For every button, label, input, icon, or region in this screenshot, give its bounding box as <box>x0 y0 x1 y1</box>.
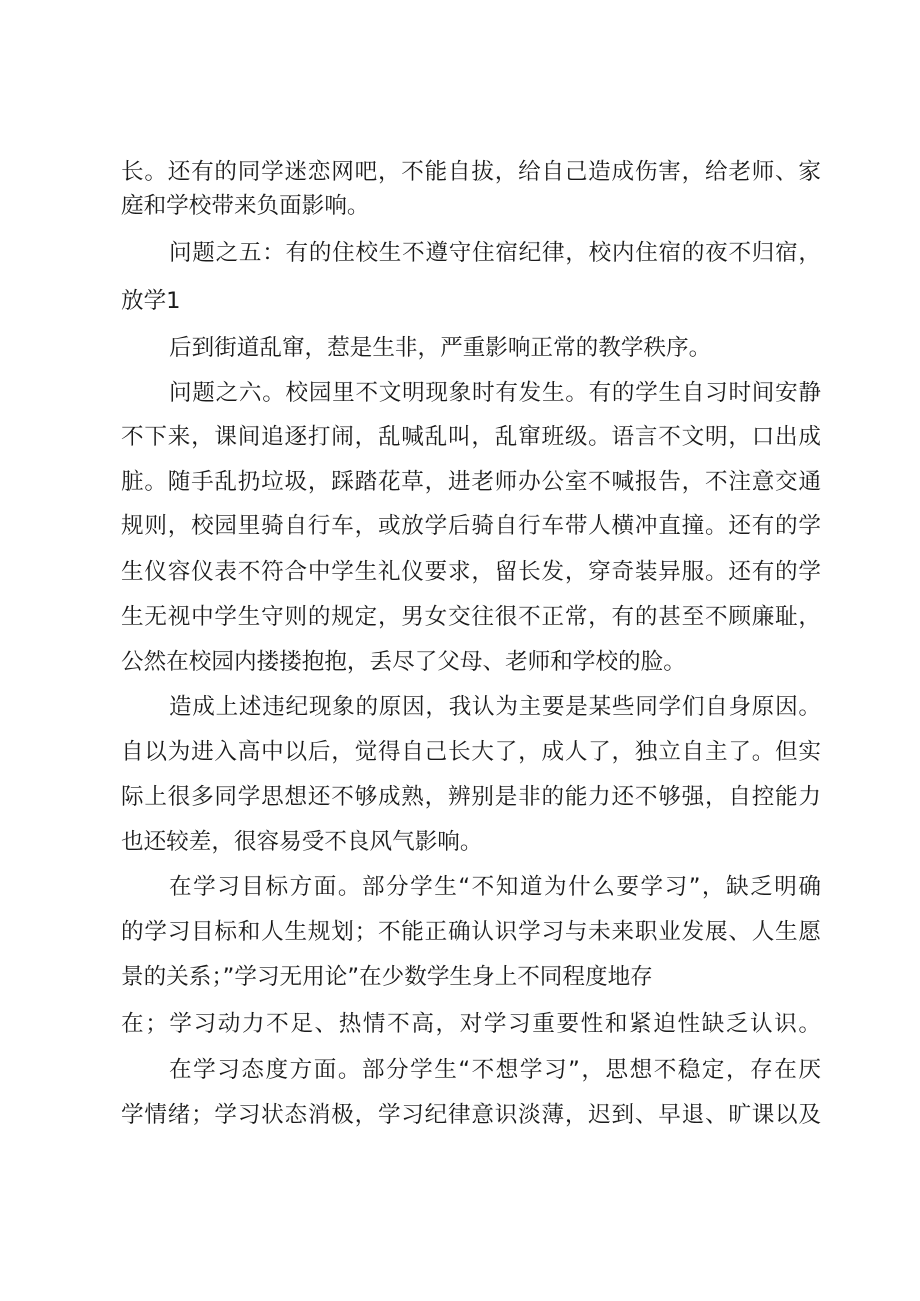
text-line-3: 问题之五：有的住校生不遵守住宿纪律，校内住宿的夜不归宿， <box>169 240 821 266</box>
text-line-20: 在；学习动力不足、热情不高，对学习重要性和紧迫性缺乏认识。 <box>121 1011 821 1037</box>
text-line-10: 生仪容仪表不符合中学生礼仪要求，留长发，穿奇装异服。还有的学 <box>121 559 821 585</box>
text-line-5: 后到街道乱窜，惹是生非，严重影响正常的教学秩序。 <box>169 335 712 361</box>
text-line-21: 在学习态度方面。部分学生“不想学习”，思想不稳定，存在厌 <box>169 1057 821 1083</box>
text-line-19: 景的关系；”学习无用论”在少数学生身上不同程度地存 <box>121 964 653 990</box>
text-line-1: 长。还有的同学迷恋网吧，不能自拔，给自己造成伤害，给老师、家 <box>121 159 821 185</box>
text-line-14: 自以为进入高中以后，觉得自己长大了，成人了，独立自主了。但实 <box>121 739 821 765</box>
text-line-18: 的学习目标和人生规划；不能正确认识学习与未来职业发展、人生愿 <box>121 919 821 945</box>
text-line-7: 不下来，课间追逐打闹，乱喊乱叫，乱窜班级。语言不文明，口出成 <box>121 424 821 450</box>
text-line-17: 在学习目标方面。部分学生“不知道为什么要学习”，缺乏明确 <box>169 874 821 900</box>
text-line-2: 庭和学校带来负面影响。 <box>121 193 370 219</box>
text-line-6: 问题之六。校园里不文明现象时有发生。有的学生自习时间安静 <box>169 380 821 406</box>
text-line-13: 造成上述违纪现象的原因，我认为主要是某些同学们自身原因。 <box>169 694 821 720</box>
text-line-16: 也还较差，很容易受不良风气影响。 <box>121 829 483 855</box>
text-line-11: 生无视中学生守则的规定，男女交往很不正常，有的甚至不顾廉耻， <box>121 604 821 630</box>
text-line-22: 学情绪；学习状态消极，学习纪律意识淡薄，迟到、早退、旷课以及 <box>121 1102 821 1128</box>
text-line-9: 规则，校园里骑自行车，或放学后骑自行车带人横冲直撞。还有的学 <box>121 513 821 539</box>
text-line-4: 放学1 <box>121 288 181 314</box>
text-line-8: 脏。随手乱扔垃圾，踩踏花草，进老师办公室不喊报告，不注意交通 <box>121 469 821 495</box>
text-line-15: 际上很多同学思想还不够成熟，辨别是非的能力还不够强，自控能力 <box>121 784 821 810</box>
text-line-12: 公然在校园内搂搂抱抱，丢尽了父母、老师和学校的脸。 <box>121 649 686 675</box>
